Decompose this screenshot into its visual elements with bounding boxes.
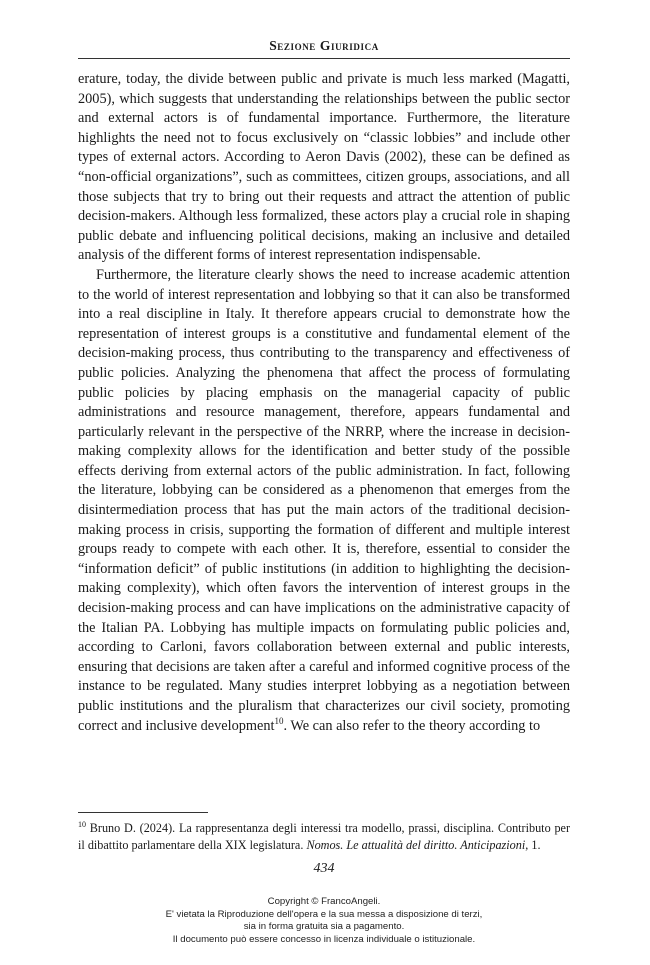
copyright-line-4: Il documento può essere concesso in licenza individuale o istituzionale.: [172, 933, 476, 945]
paragraph-2: [78, 266, 570, 736]
footnote-rule: [78, 812, 208, 813]
footnote: [78, 820, 570, 853]
footnote-reference[interactable]: 10: [274, 715, 284, 726]
copyright-line-2: E' vietata la Riproduzione dell'opera e la sua messa a disposizione di terzi,: [165, 908, 483, 920]
running-header: Sezione Giuridica: [269, 38, 379, 53]
copyright-line-3: sia in forma gratuita sia a pagamento.: [243, 921, 405, 933]
footnote-text: Bruno D. (2024). La rappresentanza degli interessi tra modello, prassi, disciplina. Contributo per il dibattito parlamentare della XIX legislatura.: [78, 821, 570, 852]
paragraph-1: erature, today, the divide between public and private is much less marked (Magatti, 2005), which suggests that understanding the relationships between the public sector and external actors is of fundamental importance. Furthermore, the literature highlights the need not to focus exclusively on “classic lobbies” and include other types of external actors. According to Aeron Davis (2002), these can be defined as “non-official organizations”, such as committees, citizen groups, associations, and all those subjects that try to bring out their requests and attract the attention of public decision-makers. Although less formalized, these actors play a crucial role in shaping public debate and influencing political decisions, making an inclusive and detailed analysis of the different forms of interest representation indispensable.: [78, 71, 570, 264]
copyright-line-1: Copyright © FrancoAngeli.: [267, 896, 381, 907]
footnote-number: 10: [78, 819, 86, 829]
body-text: [78, 70, 570, 736]
paragraph-2-tail: . We can also refer to the theory according to: [283, 717, 541, 734]
footnote-journal: Nomos. Le attualità del diritto. Anticipazioni: [306, 837, 526, 852]
header-rule: [78, 58, 570, 59]
footnote-end: , 1.: [525, 837, 541, 852]
copyright-notice: [78, 896, 570, 946]
page-number: 434: [313, 861, 335, 876]
paragraph-2-text: Furthermore, the literature clearly shows the need to increase academic attention to the world of interest representation and lobbying so that it can also be transformed into a real discipline in Italy. It therefore appears crucial to demonstrate how the representation of interest groups is a constitutive and fundamental element of the decision-making process, thus contributing to the transparency and effectiveness of public policies. Analyzing the phenomena that affect the process of formulating public policies by placing emphasis on the managerial capacity of public administrations and resource management, therefore, appears fundamental and particularly relevant in the perspective of the NRRP, where the increase in decision-making complexity allows for the identification and better study of the possible effects deriving from external actors of the public administration. In fact, following the literature, lobbying can be considered as a phenomenon that emerges from the disintermediation process that has put the main actors of the traditional decision-making process in crisis, supporting the formation of different and multiple interest groups ready to compete with each other. It is, therefore, essential to consider the “information deficit” of public institutions (in addition to highlighting the decision-making complexity), which often favors the intervention of interest groups in the decision-making process and can have implications on the administrative capacity of the Italian PA. Lobbying has multiple impacts on formulating public policies and, according to Carloni, favors collaboration between external and public interests, ensuring that decisions are taken after a careful and informed cognitive process of the instance to be regulated. Many studies interpret lobbying as a negotiation between public institutions and the pluralism that characterizes our civil society, promoting correct and inclusive development: [78, 266, 570, 734]
